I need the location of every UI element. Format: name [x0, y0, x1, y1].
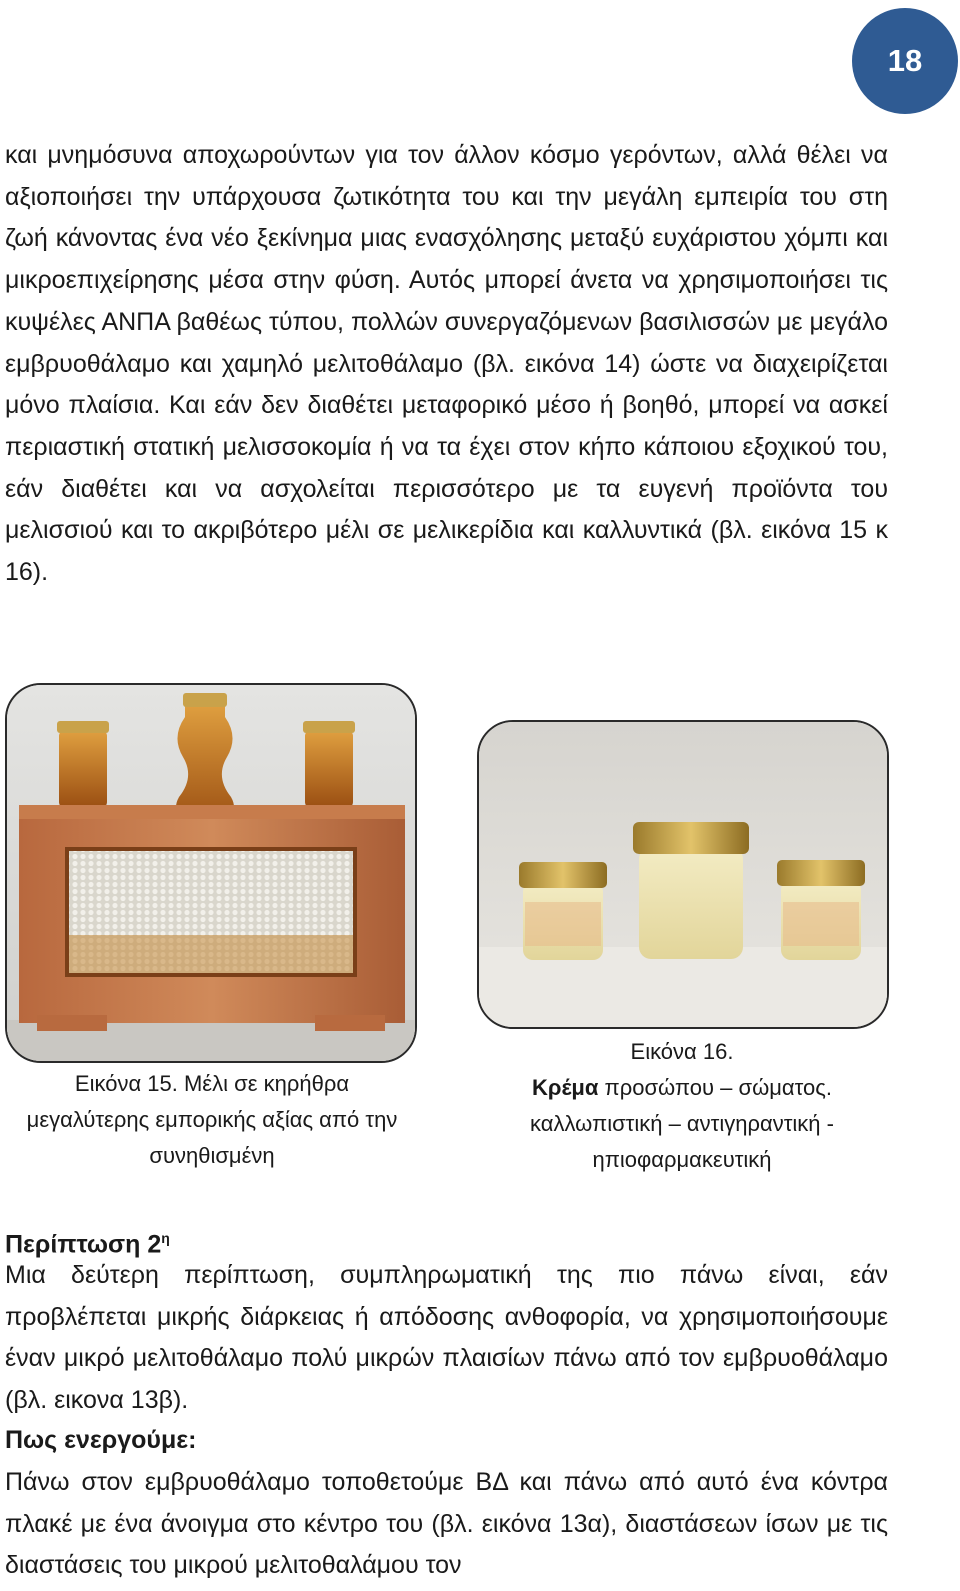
- body-paragraph-3: Πάνω στον εμβρυοθάλαμο τοποθετούμε ΒΔ και πάνω από αυτό ένα κόντρα πλακέ με ένα άνοιγμα στο κέντρο του (βλ. εικόνα 13α), διαστάσεων ίσων με τις διαστάσεις του μικρού μελιτοθαλάμου τον: [5, 1468, 888, 1580]
- section-heading-case-2-text: Περίπτωση 2: [5, 1230, 162, 1259]
- figure-16-caption-line: καλλωπιστική – αντιγηραντική -: [530, 1111, 834, 1136]
- figure-16-cream-jars-photo: [477, 720, 889, 1029]
- figure-16-caption-line: [472, 1070, 892, 1106]
- figure-16-caption: [472, 1034, 892, 1178]
- figure-15-caption-line: Εικόνα 15. Μέλι σε κηρήθρα: [74, 1071, 350, 1096]
- figure-15-caption: [5, 1066, 419, 1174]
- page-number-badge: 18: [852, 8, 958, 114]
- section-heading-how: Πως ενεργούμε:: [5, 1426, 197, 1454]
- figure-15-honeycomb-photo: [5, 683, 417, 1063]
- figure-16-caption-bold: Κρέμα: [532, 1075, 599, 1100]
- figure-15-caption-line: μεγαλύτερης εμπορικής αξίας από την: [26, 1107, 398, 1132]
- body-paragraph-2: Μια δεύτερη περίπτωση, συμπληρωματική της πιο πάνω είναι, εάν προβλέπεται μικρής διάρκειας ή απόδοσης ανθοφορία, να χρησιμοποιήσουμε έναν μικρό μελιτοθάλαμο πολύ μικρών πλαισίων πάνω από τον εμβρυοθάλαμο (βλ. εικονα 13β).: [5, 1261, 888, 1415]
- figure-16-caption-title: Εικόνα 16.: [630, 1039, 734, 1064]
- body-paragraph-1: και μνημόσυνα αποχωρούντων για τον άλλον κόσμο γερόντων, αλλά θέλει να αξιοποιήσει την υπάρχουσα ζωτικότητα του και την μεγάλη εμπειρία του στη ζωή κάνοντας ένα νέο ξεκίνημα μιας ενασχόλησης μεταξύ ευχάριστου χόμπι και μικροεπιχείρησης μέσα στην φύση. Αυτός μπορεί άνετα να χρησιμοποιήσει τις κυψέλες ΑΝΠΑ βαθέως τύπου, πολλών συνεργαζόμενων βασιλισσών με μεγάλο εμβρυοθάλαμο και χαμηλό μελιτοθάλαμο (βλ. εικόνα 14) ώστε να διαχειρίζεται μόνο πλαίσια. Και εάν δεν διαθέτει μεταφορικό μέσο ή βοηθό, μπορεί να ασκεί περιαστική στατική μελισσοκομία ή να τα έχει στον κήπο κάποιου εξοχικού του, εάν διαθέτει και να ασχολείται περισσότερο με τα ευγενή προϊόντα του μελισσιού και το ακριβότερο μέλι σε μελικερίδια και καλλυντικά (βλ. εικόνα 15 κ 16).: [5, 141, 888, 587]
- section-heading-case-2-sup: η: [161, 1230, 170, 1246]
- figure-16-caption-rest: προσώπου – σώματος.: [598, 1075, 832, 1100]
- figure-15-caption-line: συνηθισμένη: [149, 1143, 275, 1168]
- figure-16-caption-line: ηπιοφαρμακευτική: [592, 1147, 772, 1172]
